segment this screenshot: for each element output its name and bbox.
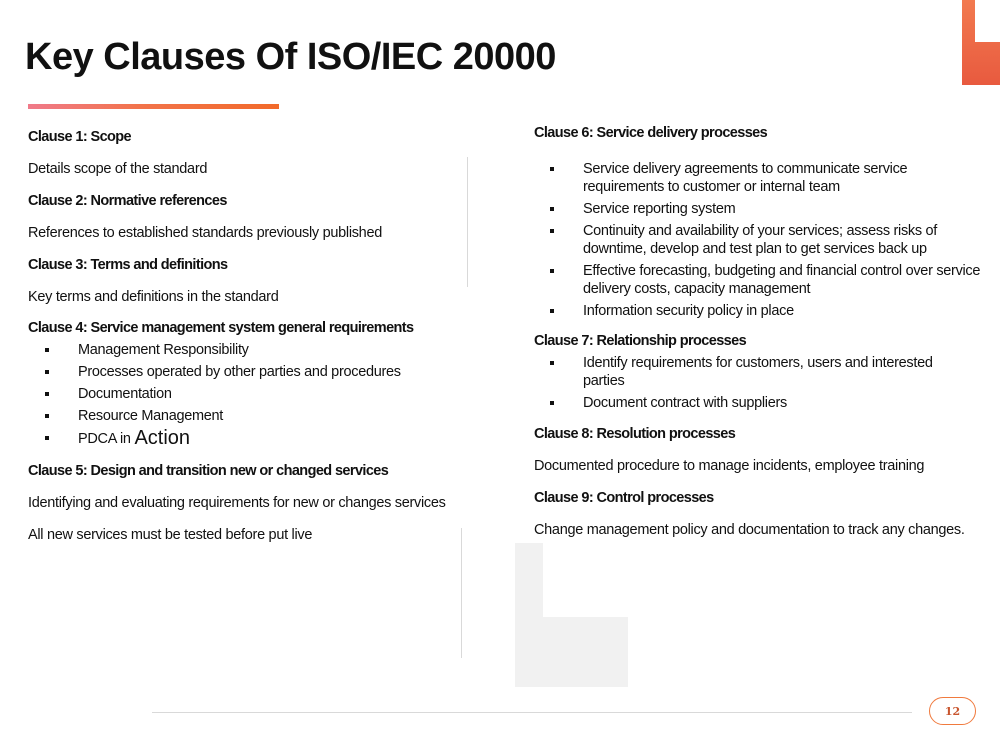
list-item: Continuity and availability of your services; assess risks of downtime, develop and test plan to get services back up: [583, 222, 987, 258]
pdca-action-word: Action: [134, 427, 191, 449]
clause-4-heading: Clause 4: Service management system general requirements: [28, 320, 414, 336]
list-item: Service delivery agreements to communicate service requirements to customer or internal team: [583, 160, 983, 196]
list-item: [78, 429, 478, 448]
footer-divider: [152, 712, 912, 713]
list-item: Resource Management: [78, 407, 478, 425]
clause-3-heading: Clause 3: Terms and definitions: [28, 257, 228, 273]
clause-1-heading: Clause 1: Scope: [28, 129, 132, 145]
list-item: Processes operated by other parties and procedures: [78, 363, 478, 381]
pdca-prefix: PDCA in: [78, 431, 135, 447]
clause-9-text: Change management policy and documentation to track any changes.: [534, 522, 965, 538]
clause-2-heading: Clause 2: Normative references: [28, 193, 227, 209]
clause-3-text: Key terms and definitions in the standard: [28, 289, 279, 305]
clause-6-heading: Clause 6: Service delivery processes: [534, 125, 768, 141]
clause-1-text: Details scope of the standard: [28, 161, 208, 177]
clause-5-text-1: Identifying and evaluating requirements for new or changes services: [28, 495, 446, 511]
clause-7-heading: Clause 7: Relationship processes: [534, 333, 747, 349]
list-item: Document contract with suppliers: [583, 394, 984, 412]
clause-6-list: [534, 160, 984, 320]
list-item: Effective forecasting, budgeting and financial control over service delivery costs, capacity management: [583, 262, 983, 298]
clause-9-heading: Clause 9: Control processes: [534, 490, 714, 506]
clause-4-list: [28, 341, 478, 448]
clause-5-text-2: All new services must be tested before put live: [28, 527, 313, 543]
clause-8-text: Documented procedure to manage incidents, employee training: [534, 458, 925, 474]
right-column: [534, 120, 984, 539]
list-item: Service reporting system: [583, 200, 984, 218]
slide-title: Key Clauses Of ISO/IEC 20000: [25, 36, 556, 78]
page-number-badge: 12: [929, 697, 976, 725]
clause-5-heading: Clause 5: Design and transition new or changed services: [28, 463, 389, 479]
list-item: Management Responsibility: [78, 341, 478, 359]
list-item: Documentation: [78, 385, 478, 403]
list-item: Information security policy in place: [583, 302, 984, 320]
list-item: Identify requirements for customers, users and interested parties: [583, 354, 953, 390]
decorative-square: [515, 617, 628, 687]
clause-8-heading: Clause 8: Resolution processes: [534, 426, 736, 442]
left-column: [28, 124, 478, 544]
clause-7-list: [534, 354, 984, 412]
clause-2-text: References to established standards previously published: [28, 225, 382, 241]
title-underline: [28, 104, 279, 109]
column-divider-lower: [461, 528, 462, 658]
corner-accent-cutout: [975, 0, 1000, 42]
